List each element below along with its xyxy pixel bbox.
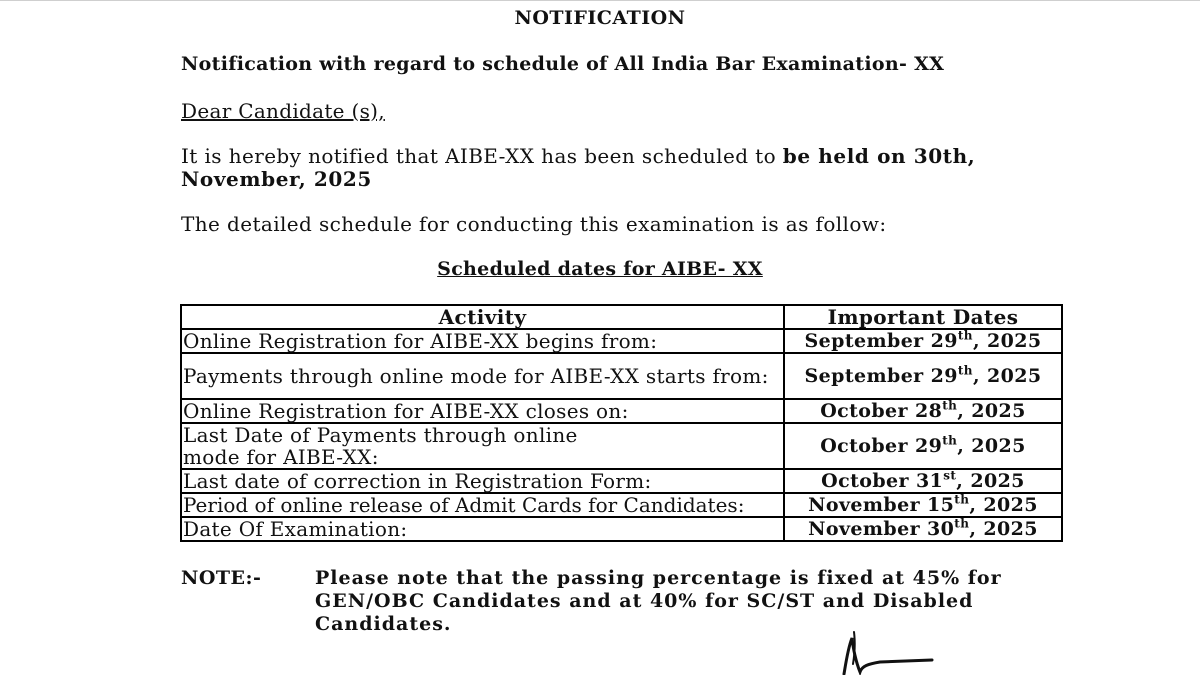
column-header-activity: Activity [181, 305, 784, 329]
activity-cell: Period of online release of Admit Cards for Candidates: [181, 493, 784, 517]
activity-cell: Payments through online mode for AIBE-XX starts from: [181, 353, 784, 399]
activity-cell: Last Date of Payments through online mode for AIBE-XX: [181, 423, 784, 469]
date-year: , 2025 [972, 330, 1042, 352]
note-label: NOTE:- [181, 567, 262, 589]
schedule-intro: The detailed schedule for conducting this examination is as follow: [181, 212, 887, 236]
date-cell [784, 493, 1062, 517]
date-day: October 28 [820, 400, 943, 422]
date-day: October 29 [820, 435, 943, 457]
intro-text: It is hereby notified that AIBE-XX has been scheduled to [181, 144, 783, 168]
table-row [181, 423, 1062, 469]
schedule-caption: Scheduled dates for AIBE- XX [437, 258, 763, 280]
date-year: , 2025 [957, 400, 1026, 422]
exam-date-highlight: be held on 30th, November, 2025 [181, 144, 976, 191]
date-year: , 2025 [956, 470, 1025, 492]
signature-icon [800, 628, 960, 675]
activity-cell: Last date of correction in Registration Form: [181, 469, 784, 493]
column-header-dates: Important Dates [784, 305, 1062, 329]
date-cell [784, 399, 1062, 423]
date-day: September 29 [804, 330, 958, 352]
date-year: , 2025 [969, 494, 1038, 516]
date-cell [784, 423, 1062, 469]
date-day: September 29 [804, 365, 958, 387]
table-row [181, 353, 1062, 399]
activity-cell: Online Registration for AIBE-XX begins from: [181, 329, 784, 353]
date-suffix: th [954, 492, 970, 507]
date-year: , 2025 [972, 365, 1042, 387]
date-day: November 30 [808, 518, 955, 540]
date-suffix: st [943, 468, 957, 483]
table-row [181, 517, 1062, 541]
note-text: Please note that the passing percentage is fixed at 45% for GEN/OBC Candidates and at 40% for SC/ST and Disabled Candidates. [315, 567, 1002, 635]
date-cell [784, 329, 1062, 353]
activity-cell: Date Of Examination: [181, 517, 784, 541]
date-cell [784, 517, 1062, 541]
date-suffix: th [957, 328, 973, 343]
page-title: NOTIFICATION [514, 7, 686, 29]
date-suffix: th [957, 363, 973, 378]
date-suffix: th [942, 398, 958, 413]
date-suffix: th [942, 433, 958, 448]
schedule-table [180, 304, 1063, 542]
table-row [181, 469, 1062, 493]
table-header-row [181, 305, 1062, 329]
date-day: October 31 [821, 470, 944, 492]
table-row [181, 493, 1062, 517]
table-row [181, 329, 1062, 353]
table-row [181, 399, 1062, 423]
date-suffix: th [954, 516, 970, 531]
date-cell [784, 353, 1062, 399]
date-year: , 2025 [957, 435, 1026, 457]
date-cell [784, 469, 1062, 493]
notification-subject: Notification with regard to schedule of All India Bar Examination- XX [181, 53, 945, 75]
salutation: Dear Candidate (s), [181, 99, 385, 123]
activity-cell: Online Registration for AIBE-XX closes on: [181, 399, 784, 423]
date-year: , 2025 [969, 518, 1038, 540]
date-day: November 15 [808, 494, 955, 516]
intro-paragraph [181, 145, 1031, 191]
top-divider [0, 0, 1200, 1]
